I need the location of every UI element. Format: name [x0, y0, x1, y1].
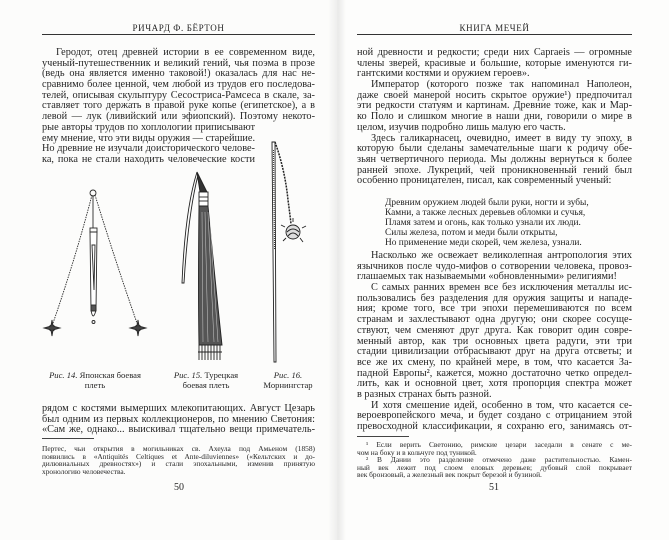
header-rule: [357, 34, 632, 35]
body-text-bottom: [357, 251, 632, 433]
text-line: ученый-путешественник и великий гений, чья поэма в прозе: [42, 57, 315, 69]
footnotes: [357, 441, 632, 479]
text-line: ранней эпохе. Лукреций, чей проникновенный гений был: [357, 164, 632, 176]
footnote-rule: [42, 438, 94, 439]
text-line: И хотя смешение идей, особенно в том, что касается се-: [371, 399, 632, 411]
text-line: гантскими костями и оружием героев».: [357, 68, 530, 80]
text-line: рядом с костями вымерших млекопитающих. Август Цезарь: [42, 403, 315, 414]
text-line: ² В Дании это разделение отмечено даже растительностью. Камен-: [366, 455, 632, 465]
text-line: ¹ Если верить Светонию, римские цезари заседали в сенате с ме-: [366, 440, 632, 449]
text-line: вероевропейского меча, и будет создано с отрицанием этой: [357, 410, 632, 422]
text-line: ко Поло и слишком многие в наши дни, говорили о мире в: [357, 111, 632, 123]
body-text-top: [357, 48, 632, 187]
text-line: все же их смену, по крайней мере, в том, что касается За-: [357, 356, 632, 368]
book-spine-shadow: [328, 0, 346, 540]
header-rule: [42, 34, 315, 35]
footnote-rule: [357, 436, 409, 437]
figure-16-morning-star: [0, 0, 1, 1]
text-line: Пертес, чьи открытия в могильниках св. Ахеула под Амьеном (1858): [42, 444, 315, 453]
text-line: Камни, а также лесных деревьев обломки и сучья,: [385, 208, 586, 218]
text-line: менный автор, как три основных цвета радуги, эти три: [357, 335, 632, 347]
text-line: «Сам же, однако... выискивал тщательно вещи примечатель-: [42, 424, 315, 436]
text-line: даже своей манерой носить скрытое оружие¹) предпочитал: [357, 89, 632, 101]
text-line: (ведь она является именно таковой!) оказалась для нас не-: [42, 68, 315, 80]
text-line: ставляет того держать в правой руке копье (египетское), а в: [42, 100, 315, 112]
text-line: ка, пока не стали находить человеческие кости: [42, 154, 255, 166]
text-line: Силы железа, потом и меди были открыты,: [385, 228, 558, 238]
body-text-beside-figure: [42, 123, 255, 166]
text-line: Пламя затем и огонь, как только узнали их люди.: [385, 218, 581, 228]
text-line: ный век лежит под слоем еловых деревьев; дубовый слой покрывает: [357, 462, 632, 472]
text-line: Но древние не изучали доисторического челове-: [42, 143, 255, 155]
text-line: Древним оружием людей были руки, ногти и зубы,: [385, 198, 589, 208]
right-page: [336, 0, 669, 540]
text-line: рые авторы трудов по хоплологии приписывают: [42, 122, 255, 133]
text-line: превосходной классификации, я сохраню его, занимаясь от-: [357, 421, 632, 432]
verse-quotation: [385, 198, 625, 248]
text-line: ния; кроме того, все три эпохи перемешиваются по всем: [357, 303, 632, 315]
text-line: язычников после чудо-мифов о сотворении человека, провоз-: [357, 260, 632, 272]
text-line: странам и захлестывают одна другую; они скорее сосуще-: [357, 314, 632, 326]
running-header: РИЧАРД Ф. БЁРТОН: [132, 23, 225, 33]
figure-15-label: Рис. 15.: [173, 370, 203, 380]
text-line: С самых ранних времен все без исключения металлы ис-: [371, 282, 632, 294]
text-line: дилювиальных древностях») и стали эпохальными, изменив принятую: [42, 459, 315, 469]
text-line: члены зверей, красивые и большие, которые именуются ги-: [357, 57, 632, 69]
body-text-top: [42, 48, 315, 123]
text-line: век бронзовый, а железный век покрыт березой и бузиной.: [357, 470, 542, 480]
text-line: целом, изучив подробно лишь малую его часть.: [357, 121, 566, 133]
figure-14-caption-line-1: Японская боевая: [79, 370, 141, 380]
footnotes: [42, 445, 315, 475]
text-line: ной древности и редкости; среди них Capraeis — огромные: [357, 47, 632, 58]
text-line: которую были сделаны замечательные шаги к родичу обе-: [357, 143, 632, 155]
text-line: Геродот, отец древней истории в ее современном виде,: [56, 47, 315, 58]
figure-15-caption: [162, 370, 250, 390]
text-line: в разных странах быть разной.: [357, 388, 492, 400]
page-number: 51: [489, 482, 499, 493]
text-line: Император (которого позже так напоминал Наполеон,: [371, 79, 632, 91]
text-line: был одним из первых коллекционеров, по мнению Светония:: [42, 413, 315, 425]
page-number: 50: [174, 482, 184, 493]
text-line: глашаемых так называемыми «обновленными» религиями!: [357, 271, 617, 283]
figure-15-caption-line-1: Турецкая: [204, 370, 239, 380]
text-line: сравнимо более ценной, чем любой из трудов его последова-: [42, 79, 315, 91]
figure-14-caption: [38, 370, 152, 390]
text-line: Насколько же освежает великолепная антропология этих: [371, 250, 632, 261]
figure-16-label: Рис. 16.: [273, 370, 303, 380]
text-line: хронологию человечества.: [42, 466, 126, 476]
text-line: ствуют, чем сменяют друг друга. Как говорит один совре-: [357, 324, 632, 336]
running-header: КНИГА МЕЧЕЙ: [459, 23, 530, 33]
text-line: зьян четвертичного периода. Мы должны вернуться к более: [357, 153, 632, 165]
text-line: Здесь галикарнасец, очевидно, имеет в виду ту эпоху, в: [371, 132, 632, 144]
text-line: левой — лук (ливийский или эфиопский). Поэтому некото-: [42, 111, 315, 123]
text-line: появились в «Antiquités Celtiques et Ante-diluviennes» («Кельтских и до-: [42, 451, 315, 461]
text-line: телей, описывая скульптуру Сесостриса-Рамсеса в скале, за-: [42, 89, 315, 101]
figure-15-caption-line-2: боевая плеть: [182, 380, 230, 390]
text-line: падной Европы², кажется, можно достаточно четко определ-: [357, 367, 632, 379]
text-line: эти редкости статуям и картинам. Древние тоже, как и Мар-: [357, 100, 632, 112]
text-line: лить, как и основной цвет, хотя пропорция спектра может: [357, 378, 632, 390]
text-line: ему мнение, что эти виды оружия — старейшие.: [42, 132, 256, 144]
text-line: пользовались без разделения для оружия защиты и нападе-: [357, 292, 632, 304]
figure-16-caption-line-2: Морнингстар: [263, 380, 313, 390]
text-line: особенно проницателен, писал, как современный ученый:: [357, 175, 612, 187]
text-line: чом на боку и в кольчуге под туникой.: [357, 447, 477, 457]
text-line: Но применение меди скорей, чем железа, узнали.: [385, 238, 582, 248]
body-text-bottom: [42, 404, 315, 436]
figure-16-caption: [256, 370, 320, 390]
figure-14-caption-line-2: плеть: [84, 380, 106, 390]
text-line: стадии цивилизации отбрасывают друг на друга отсветы; и: [357, 346, 632, 358]
figure-14-label: Рис. 14.: [49, 370, 78, 380]
